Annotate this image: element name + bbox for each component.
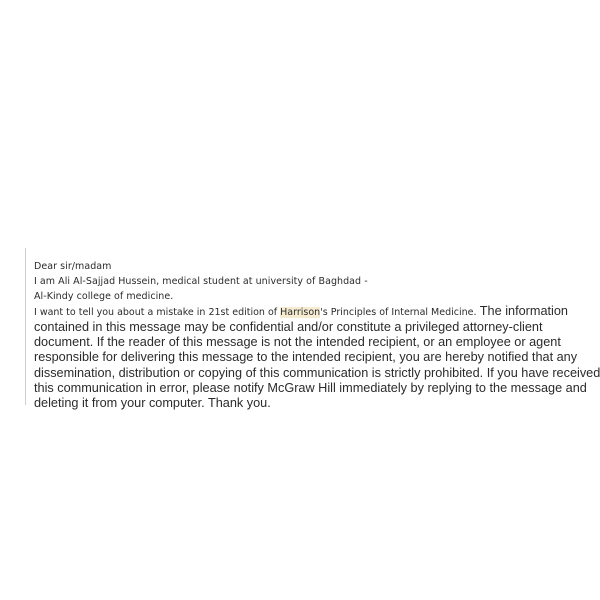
disclaimer-line-2: document. If the reader of this message is not the intended recipient, or an employee or agent — [34, 335, 561, 350]
intro-line-1: I am Ali Al-Sajjad Hussein, medical student at university of Baghdad - — [34, 276, 368, 287]
greeting: Dear sir/madam — [34, 261, 112, 272]
quote-bar — [25, 248, 26, 405]
disclaimer-line-6: deleting it from your computer. Thank you. — [34, 396, 271, 411]
mistake-line — [34, 304, 594, 320]
disclaimer-line-3: responsible for delivering this message to the intended recipient, you are hereby notified that any — [34, 350, 578, 365]
disclaimer-line-5: this communication in error, please notify McGraw Hill immediately by replying to the message and — [34, 380, 587, 395]
disclaimer-line-4: dissemination, distribution or copying of this communication is strictly prohibited. If you have received — [34, 365, 600, 380]
book-author-highlight: Harrison — [280, 307, 321, 318]
mistake-prefix: I want to tell you about a mistake in 21st edition of — [34, 307, 281, 318]
email-body — [34, 259, 600, 411]
intro-line-2: Al-Kindy college of medicine. — [34, 291, 174, 302]
disclaimer-line-1: contained in this message may be confidential and/or constitute a privileged attorney-client — [34, 320, 543, 334]
book-title: 's Principles of Internal Medicine. — [320, 307, 477, 318]
disclaimer-start: The information — [476, 304, 568, 318]
